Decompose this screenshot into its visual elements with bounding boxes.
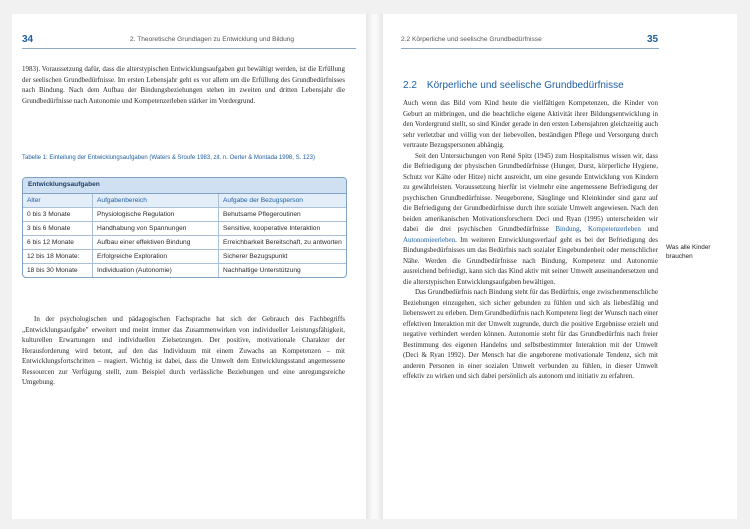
table-row <box>23 250 346 264</box>
table-caption: Tabelle 1: Einteilung der Entwicklungsaufgaben (Waters & Sroufe 1983, zit. n. Oerter & Montada 1998, S. 123) <box>22 155 315 161</box>
column-header: Aufgabenbereich <box>93 194 219 207</box>
table-cell: Erfolgreiche Exploration <box>93 250 219 263</box>
table-title: Entwicklungsaufgaben <box>23 178 346 194</box>
page-number: 34 <box>22 34 34 45</box>
table-cell: Aufbau einer effektiven Bindung <box>93 236 219 249</box>
right-page <box>383 14 737 519</box>
header-rule <box>401 48 659 49</box>
table-cell: Handhabung von Spannungen <box>93 222 219 235</box>
paragraph-text: Seit den Untersuchungen von René Spitz (1945) zum Hospitalismus wissen wir, dass die Befriedigung der physischen Grundbedürfnisse (Hunger, Durst, körperliche Hygiene, Schutz vor Kälte oder Hitze) nicht ausreicht, um eine gesunde Entwicklung von Kindern zu gewährleisten. Voraussetzung hierfür ist vielmehr eine angemessene Befriedigung der psychischen Grundbedürfnisse. Neugeborene, Säuglinge und Kleinkinder sind ganz auf die Befriedigung der Grundbedürfnisse durch ihre soziale Umwelt angewiesen. Nach den beiden amerikanischen Motivationsforschern Deci und Ryan (1995) unterscheiden wir dabei die drei psychischen Grundbedürfnisse Bindung, Kompetenzerleben und Autonomieerleben. Im weiteren Entwicklungsverlauf geht es bei der Befriedigung des Bindungsbedürfnisses um das Bedürfnis nach sozialer Eingebundenheit oder menschlicher Nähe. Werden die Grundbedürfnisse nach Bindung, Kompetenz und Autonomie ausreichend befriedigt, kann sich das Kind aktiv mit seiner Umwelt auseinandersetzen und die alterstypischen Entwicklungsaufgaben bewältigen. <box>403 151 659 286</box>
running-head: 2. Theoretische Grundlagen zu Entwicklung und Bildung <box>130 36 295 43</box>
margin-note: Was alle Kinder brauchen <box>666 244 711 260</box>
table-cell: 3 bis 6 Monate <box>23 222 93 235</box>
section-heading <box>403 80 624 91</box>
table-cell: Sensitive, kooperative Interaktion <box>223 225 321 232</box>
table-cell: 12 bis 18 Monate: <box>23 250 93 263</box>
column-header: Aufgabe der Bezugsperson <box>223 197 303 204</box>
table-cell: Sicherer Bezugspunkt <box>223 253 288 260</box>
book-gutter <box>366 14 383 519</box>
table-cell: 18 bis 30 Monate <box>23 264 93 277</box>
paragraph-text: In der psychologischen und pädagogischen Fachsprache hat sich der Gebrauch des Fachbegriffs „Entwicklungsaufgabe" erweitert und meint immer das Zusammenwirken von individueller Leistungsfähigkeit, kulturellen Erwartungen und individuellen Zielsetzungen. Der positive, motivationale Charakter der Herausforderung wird betont, auf den das Individuum mit einem Zuwachs an Kompetenzen – mit Entwicklungsfortschritten – reagiert. Wichtig ist dabei, dass die Umwelt dem Entwicklungsstand angemessene Ressourcen zur Verfügung stellt, zum Beispiel durch verlässliche Beziehungen und eine anregungsreiche Umgebung. <box>22 315 345 386</box>
left-page <box>12 14 366 519</box>
table-cell: Behutsame Pflegeroutinen <box>223 211 301 218</box>
page-number: 35 <box>647 34 659 45</box>
table-row <box>23 222 346 236</box>
table-cell: Nachhaltige Unterstützung <box>223 267 301 274</box>
table-cell: Physiologische Regulation <box>93 208 219 221</box>
term-autonomieerleben: Autonomieerleben <box>403 235 456 244</box>
table-cell: 0 bis 3 Monate <box>23 208 93 221</box>
section-title: Körperliche und seelische Grundbedürfnisse <box>426 80 624 91</box>
term-bindung: Bindung <box>555 225 580 233</box>
development-tasks-table <box>22 177 347 278</box>
section-body <box>403 98 658 382</box>
table-cell: Individuation (Autonomie) <box>93 264 219 277</box>
paragraph <box>22 64 345 106</box>
table-row <box>23 264 346 277</box>
header-rule <box>22 48 356 49</box>
section-number: 2.2 <box>403 80 417 91</box>
paragraph-text: Auch wenn das Bild vom Kind heute die vielfältigen Kompetenzen, die Kinder von Geburt an mitbringen, und die beachtliche eigene Aktivität ihrer Bildungsentwicklung in den Vordergrund stellt, so sind Kinder gerade in den ersten Lebensjahren gleichzeitig auch sehr verletzbar und völlig von der liebevollen, beständigen Pflege und Versorgung durch vertraute Bezugspersonen abhängig. <box>403 99 658 149</box>
left-page-header <box>12 34 366 50</box>
table-row <box>23 208 346 222</box>
term-kompetenzerleben: Kompetenzerleben <box>587 225 641 233</box>
table-row <box>23 236 346 250</box>
running-head: 2.2 Körperliche und seelische Grundbedürfnisse <box>401 36 542 43</box>
paragraph-text: 1983). Voraussetzung dafür, dass die alterstypischen Entwicklungsaufgaben gut bewältigt werden, ist die Erfüllung der seelischen Grundbedürfnisse. Im ersten Lebensjahr geht es vor allem um die Erfüllung des Grundbedürfnisses nach Bindung. Nach dem Aufbau der Bindungsbeziehungen stehen im zweiten und dritten Lebensjahr die Grundbedürfnisse nach Autonomie und Kompetenzerleben stärker im Vordergrund. <box>22 65 345 105</box>
right-page-header <box>383 34 737 50</box>
table-header-row <box>23 194 346 208</box>
table-cell: Erreichbarkeit Bereitschaft, zu antworten <box>223 239 342 246</box>
paragraph-text: Das Grundbedürfnis nach Bindung steht für das Bedürfnis, enge zwischenmenschliche Beziehungen einzugehen, sich sicher gebunden zu fühlen und sich als liebesfähig und liebenswert zu erleben. Dem Grundbedürfnis nach Kompetenz liegt der Wunsch nach einer effektiven Interaktion mit der Umwelt zugrunde, durch die positive Ergebnisse erzielt und negative verhindert werden können. Autonomie steht für das Grundbedürfnis nach freier Bestimmung des eigenen Handelns und selbstbestimmter Interaktion mit der Umwelt (Deci & Ryan 1992). Der Mensch hat die angeborene motivationale Tendenz, sich mit anderen Personen in einer sozialen Umwelt verbunden zu fühlen, in dieser Umwelt effektiv zu wirken und sich dabei persönlich als autonom und initiativ zu erfahren. <box>403 288 658 380</box>
column-header: Alter <box>23 194 93 207</box>
paragraph <box>22 314 345 388</box>
table-cell: 6 bis 12 Monate <box>23 236 93 249</box>
